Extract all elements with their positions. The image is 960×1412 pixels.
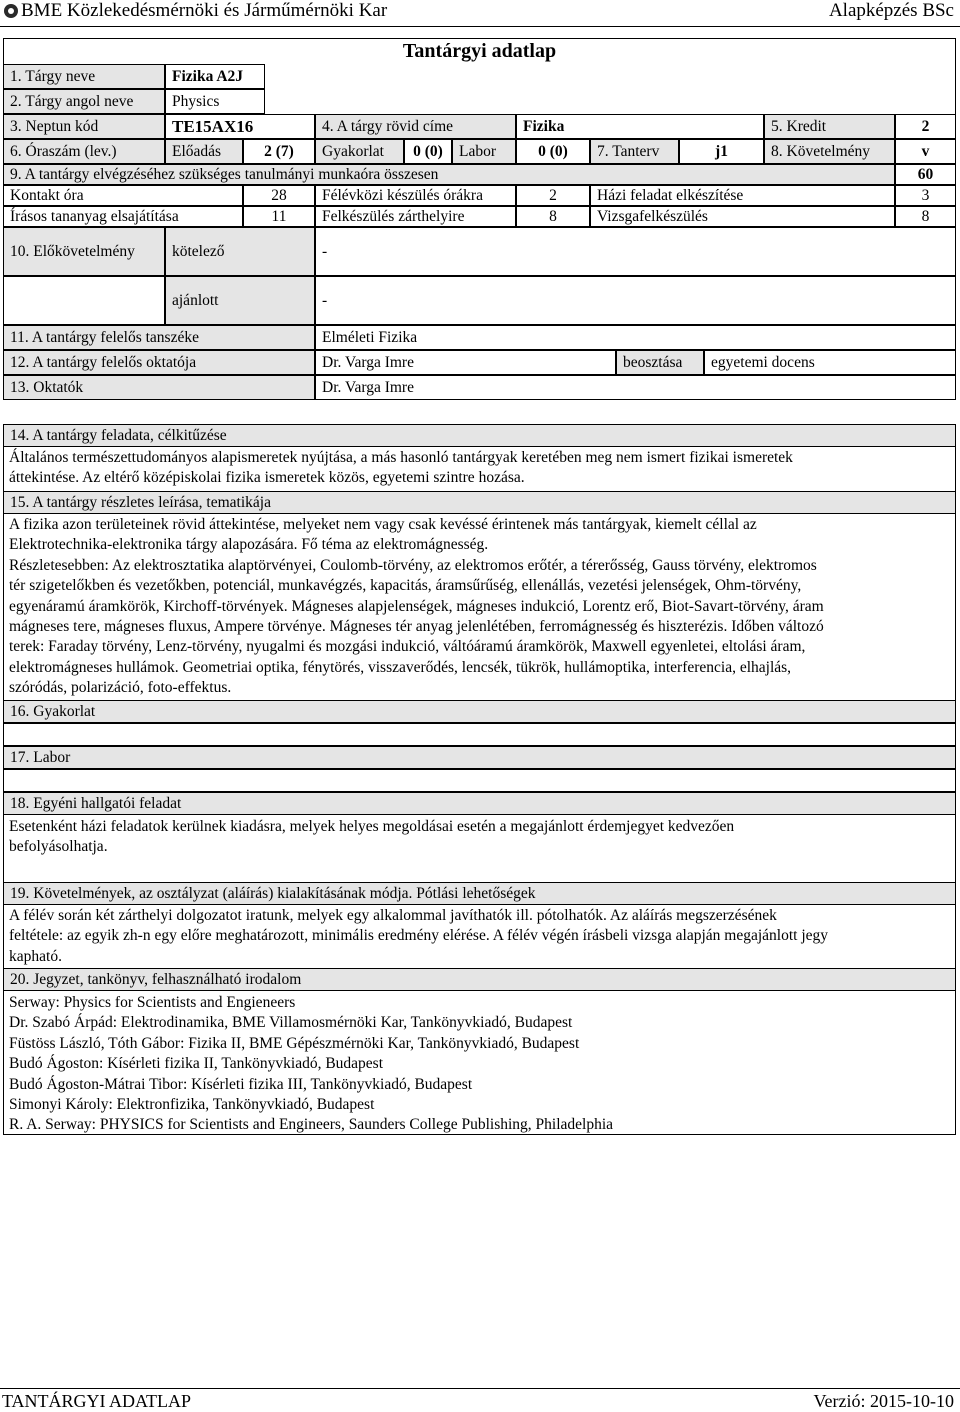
text-line: Elektrotechnika-elektronika tárgy alapozására. Fő téma az elektromágnesség. [9, 536, 489, 554]
text-line: A fizika azon területeinek rövid áttekintése, melyeket nem vagy csak kevéssé érintenek más tantárgyak, kiemelt céllal az [9, 516, 757, 533]
neptun-code-label: 3. Neptun kód [3, 114, 165, 139]
text-line: Általános természettudományos alapismeretek nyújtása, a más hasonló tantárgyak keretében meg nem ismert fizikai ismeretek [9, 449, 793, 466]
contact-hours-value: 28 [243, 185, 315, 206]
instructors-label: 13. Oktatók [3, 375, 315, 400]
requirement-label: 8. Követelmény [764, 139, 895, 164]
text-line: mágneses tere, mágneses fluxus, Ampere törvénye. Mágneses tér anyag jelenlétében, ferromágnesség és hiszterézis. Időben változó [9, 618, 824, 636]
footer-version: Verzió: 2015-10-10 [813, 1391, 954, 1411]
faculty-name: BME Közlekedésmérnöki és Járműmérnöki Kar [21, 0, 388, 21]
section-14-heading: 14. A tantárgy feladata, célkitűzése [3, 424, 956, 447]
section-20-body [9, 993, 949, 1136]
curriculum-value: j1 [679, 139, 764, 164]
lab-label: Labor [452, 139, 516, 164]
text-line: A félév során két zárthelyi dolgozatot iratunk, melyek egy alkalommal javíthatók ill. pótolhatók. Az aláírás megszerzésének [9, 907, 777, 924]
lecture-label: Előadás [165, 139, 243, 164]
mandatory-prereq-label: kötelező [165, 227, 315, 276]
recommended-prereq-label: ajánlott [165, 276, 315, 325]
footer-divider [0, 1388, 960, 1389]
practice-label: Gyakorlat [315, 139, 404, 164]
text-line: kapható. [9, 947, 62, 965]
prerequisite-label: 10. Előkövetelmény [3, 227, 165, 276]
short-title-value: Fizika [516, 114, 764, 139]
credit-label: 5. Kredit [764, 114, 895, 139]
practice-hours: 0 (0) [404, 139, 452, 164]
reference-item: R. A. Serway: PHYSICS for Scientists and Engineers, Saunders College Publishing, Philadelphia [9, 1116, 614, 1134]
lab-hours: 0 (0) [516, 139, 590, 164]
recommended-prereq-value: - [315, 276, 956, 325]
section-16-heading: 16. Gyakorlat [3, 700, 956, 723]
workload-total-label: 9. A tantárgy elvégzéséhez szükséges tanulmányi munkaóra összesen [3, 164, 895, 185]
page-title: Tantárgyi adatlap [3, 38, 956, 64]
midterm-prep-label: Felkészülés zárthelyire [315, 206, 516, 227]
section-19-body [9, 906, 949, 967]
subject-name-label: 1. Tárgy neve [3, 64, 165, 89]
reference-item: Serway: Physics for Scientists and Engieneers [9, 994, 296, 1011]
section-14-body [9, 448, 949, 489]
text-line: befolyásolhatja. [9, 838, 108, 856]
section-17-heading: 17. Labor [3, 746, 956, 769]
class-prep-value: 2 [516, 185, 590, 206]
mandatory-prereq-value: - [315, 227, 956, 276]
text-line: elektromágneses hullámok. Geometriai optika, fénytörés, visszaverődés, lencsék, tükrök, hullámoptika, interferencia, elhajlás, [9, 658, 792, 676]
responsible-lecturer-value: Dr. Varga Imre [315, 350, 616, 375]
position-label: beosztása [616, 350, 704, 375]
text-line: Esetenként házi feladatok kerülnek kiadásra, melyek helyes megoldásai esetén a megajánlott érdemjegyet kedvezően [9, 818, 735, 835]
header-divider [0, 26, 960, 27]
reference-item: Füstöss László, Tóth Gábor: Fizika II, BME Gépészmérnöki Kar, Tankönyvkiadó, Budapest [9, 1034, 580, 1052]
exam-prep-value: 8 [895, 206, 956, 227]
bme-logo-icon [4, 4, 18, 18]
section-19-heading: 19. Követelmények, az osztályzat (aláírás) kialakításának módja. Pótlási lehetőségek [3, 882, 956, 905]
program-level: Alapképzés BSc [828, 0, 954, 21]
reference-item: Budó Ágoston: Kísérleti fizika II, Tankönyvkiadó, Budapest [9, 1055, 384, 1073]
section-15-heading: 15. A tantárgy részletes leírása, tematikája [3, 491, 956, 514]
text-line: szóródás, polarizáció, foto-effektus. [9, 679, 232, 697]
curriculum-label: 7. Tanterv [590, 139, 679, 164]
section-16-body [3, 723, 956, 746]
position-value: egyetemi docens [704, 350, 956, 375]
section-18-body [9, 817, 949, 858]
department-label: 11. A tantárgy felelős tanszéke [3, 325, 315, 350]
text-line: feltétele: az egyik zh-n egy előre meghatározott, minimális eredmény elérése. A félév végén írásbeli vizsga alapján megajánlott jegy [9, 927, 829, 945]
english-name-value: Physics [165, 89, 265, 114]
reference-item: Simonyi Károly: Elektronfizika, Tankönyvkiadó, Budapest [9, 1096, 375, 1114]
text-line: áttekintése. Az eltérő középiskolai fizika ismeretek közös, egyetemi szintre hozása. [9, 469, 525, 487]
prerequisite-spacer [3, 276, 165, 325]
responsible-lecturer-label: 12. A tantárgy felelős oktatója [3, 350, 315, 375]
neptun-code-value: TE15AX16 [165, 114, 315, 139]
reference-item: Dr. Szabó Árpád: Elektrodinamika, BME Villamosmérnöki Kar, Tankönyvkiadó, Budapest [9, 1014, 573, 1032]
text-line: terek: Faraday törvény, Lenz-törvény, nyugalmi és mozgási indukció, váltóáramú áramkörök, Maxwell egyenletei, eltolási áram, [9, 638, 806, 656]
homework-label: Házi feladat elkészítése [590, 185, 895, 206]
text-line: tér szigetelőkben és vezetőkben, potenciál, munkavégzés, kapacitás, áramsűrűség, ellenállás, vezetési jelenségek, Ohm-törvény, [9, 577, 802, 595]
written-material-value: 11 [243, 206, 315, 227]
contact-hours-label: Kontakt óra [3, 185, 243, 206]
department-value: Elméleti Fizika [315, 325, 956, 350]
short-title-label: 4. A tárgy rövid címe [315, 114, 516, 139]
reference-item: Budó Ágoston-Mátrai Tibor: Kísérleti fizika III, Tankönyvkiadó, Budapest [9, 1075, 473, 1093]
written-material-label: Írásos tananyag elsajátítása [3, 206, 243, 227]
section-17-body [3, 769, 956, 792]
footer-doc-type: TANTÁRGYI ADATLAP [2, 1391, 192, 1411]
credit-value: 2 [895, 114, 956, 139]
lecture-hours: 2 (7) [243, 139, 315, 164]
exam-prep-label: Vizsgafelkészülés [590, 206, 895, 227]
class-prep-label: Félévközi készülés órákra [315, 185, 516, 206]
midterm-prep-value: 8 [516, 206, 590, 227]
text-line: egyenáramú áramkörök, Kirchoff-törvények. Mágneses alapjelenségek, mágneses indukció, Lorentz erő, Biot-Savart-törvény, áram [9, 597, 824, 615]
section-15-body [9, 515, 949, 699]
english-name-label: 2. Tárgy angol neve [3, 89, 165, 114]
text-line: Részletesebben: Az elektrosztatika alaptörvényei, Coulomb-törvény, az elektromos erőtér, a térerősség, Gauss törvény, elektromos [9, 556, 817, 574]
instructors-value: Dr. Varga Imre [315, 375, 956, 400]
workload-total-value: 60 [895, 164, 956, 185]
homework-value: 3 [895, 185, 956, 206]
hours-label: 6. Óraszám (lev.) [3, 139, 165, 164]
subject-name-value: Fizika A2J [165, 64, 265, 89]
requirement-value: v [895, 139, 956, 164]
page-header-left [4, 0, 387, 22]
section-18-heading: 18. Egyéni hallgatói feladat [3, 792, 956, 815]
section-20-heading: 20. Jegyzet, tankönyv, felhasználható irodalom [3, 968, 956, 991]
